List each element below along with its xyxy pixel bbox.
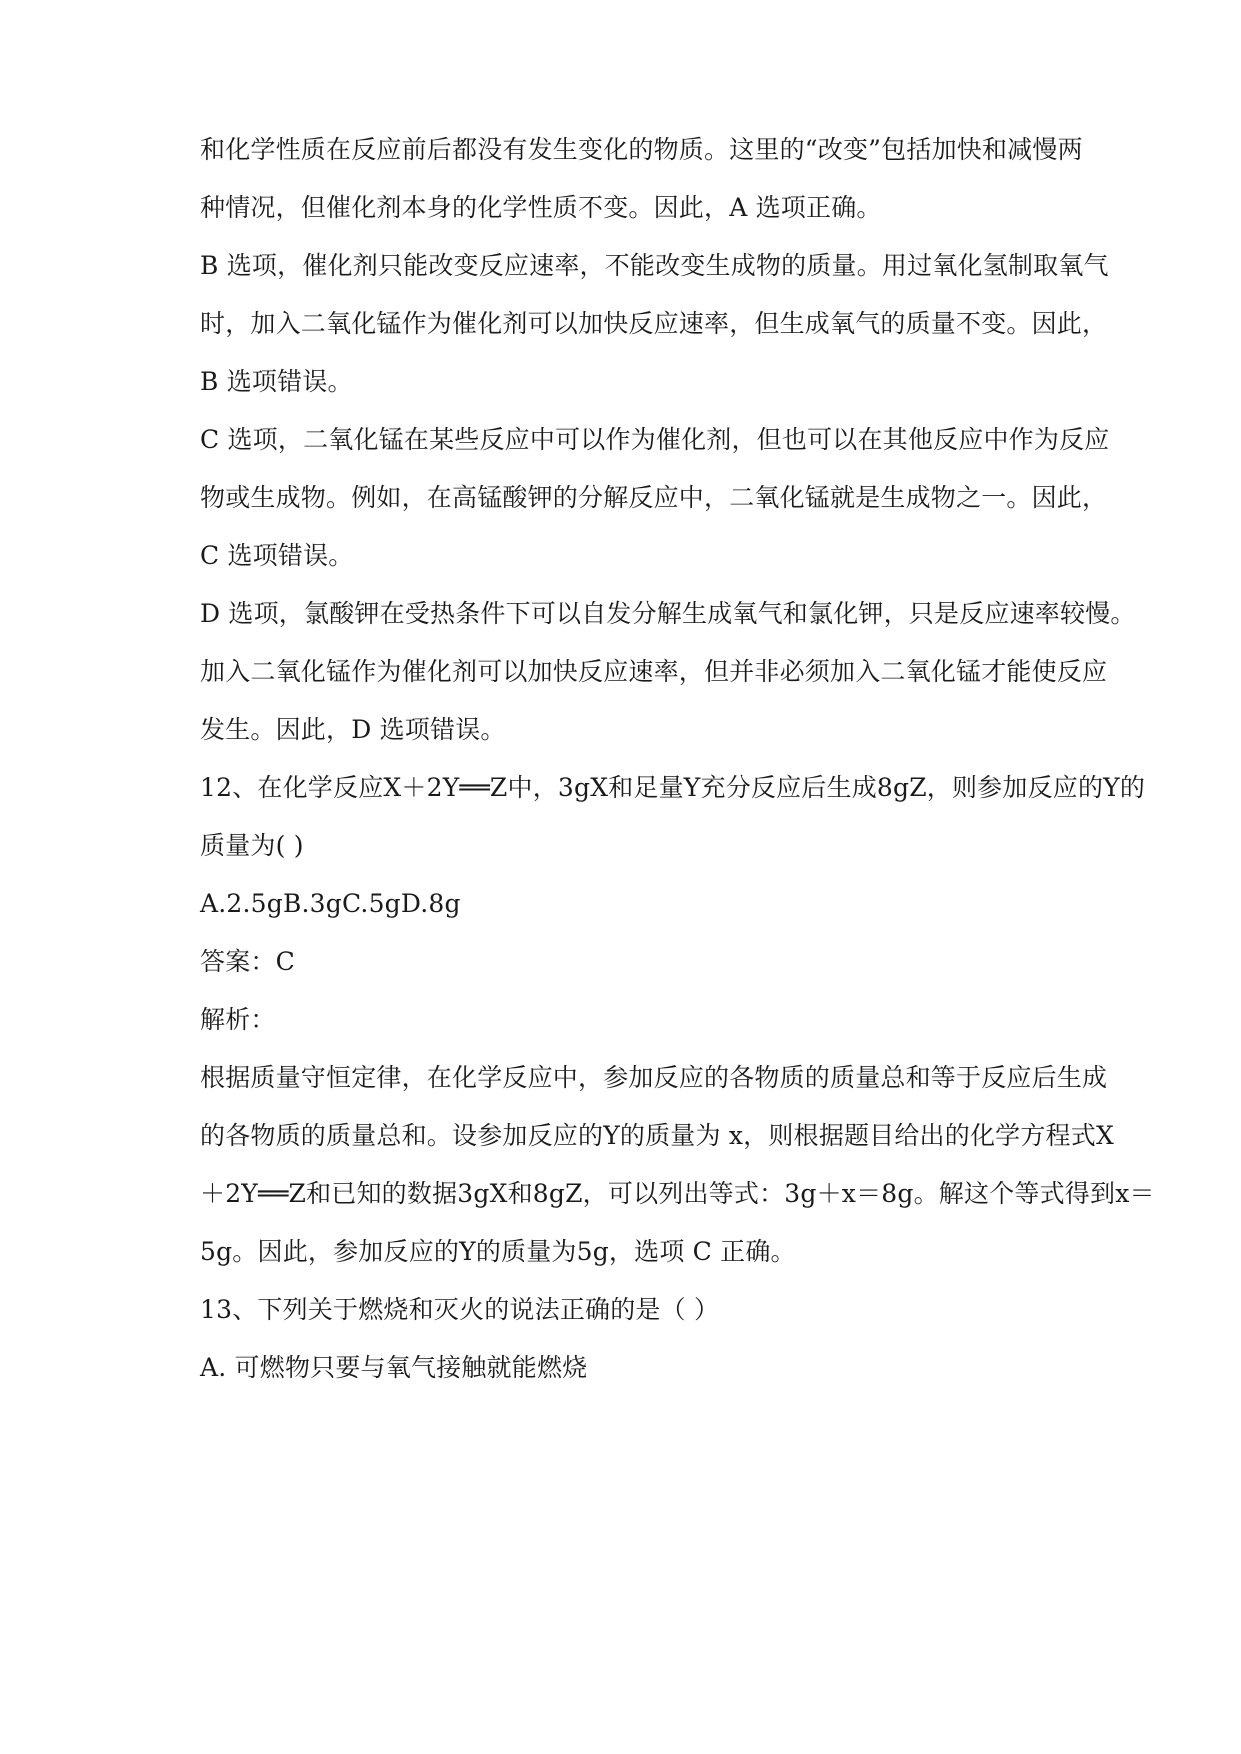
question-12-stem-cont: 质量为( )	[200, 831, 304, 860]
text-line: C 选项，二氧化锰在某些反应中可以作为催化剂，但也可以在其他反应中作为反应	[200, 425, 1110, 454]
text-line: 物或生成物。例如，在高锰酸钾的分解反应中，二氧化锰就是生成物之一。因此，	[200, 483, 1108, 512]
text-line: 和化学性质在反应前后都没有发生变化的物质。这里的“改变”包括加快和减慢两	[200, 135, 1083, 164]
text-line: 5g。因此，参加反应的Y的质量为5g，选项 C 正确。	[200, 1237, 796, 1266]
text-line: 的各物质的质量总和。设参加反应的Y的质量为 x，则根据题目给出的化学方程式X	[200, 1121, 1114, 1150]
text-line: B 选项，催化剂只能改变反应速率，不能改变生成物的质量。用过氧化氢制取氧气	[200, 251, 1109, 280]
text-line: 根据质量守恒定律，在化学反应中，参加反应的各物质的质量总和等于反应后生成	[200, 1063, 1108, 1092]
analysis-label: 解析：	[200, 1005, 276, 1034]
question-12-stem: 12、在化学反应X＋2Y══Z中，3gX和足量Y充分反应后生成8gZ，则参加反应的Y的	[200, 773, 1146, 802]
text-line: B 选项错误。	[200, 367, 353, 396]
question-12-options: A.2.5gB.3gC.5gD.8g	[200, 889, 461, 918]
question-13-stem: 13、下列关于燃烧和灭火的说法正确的是（ ）	[200, 1295, 720, 1324]
text-line: C 选项错误。	[200, 541, 354, 570]
text-line: ＋2Y══Z和已知的数据3gX和8gZ，可以列出等式：3g＋x＝8g。解这个等式得到x＝	[200, 1179, 1155, 1208]
answer-label: 答案：C	[200, 947, 295, 976]
text-line: 种情况，但催化剂本身的化学性质不变。因此，A 选项正确。	[200, 193, 882, 222]
text-line: D 选项，氯酸钾在受热条件下可以自发分解生成氧气和氯化钾，只是反应速率较慢。	[200, 599, 1136, 628]
text-line: 加入二氧化锰作为催化剂可以加快反应速率，但并非必须加入二氧化锰才能使反应	[200, 657, 1108, 686]
question-13-option-a: A. 可燃物只要与氧气接触就能燃烧	[200, 1353, 588, 1382]
text-line: 发生。因此，D 选项错误。	[200, 715, 506, 744]
text-line: 时，加入二氧化锰作为催化剂可以加快反应速率，但生成氧气的质量不变。因此，	[200, 309, 1108, 338]
